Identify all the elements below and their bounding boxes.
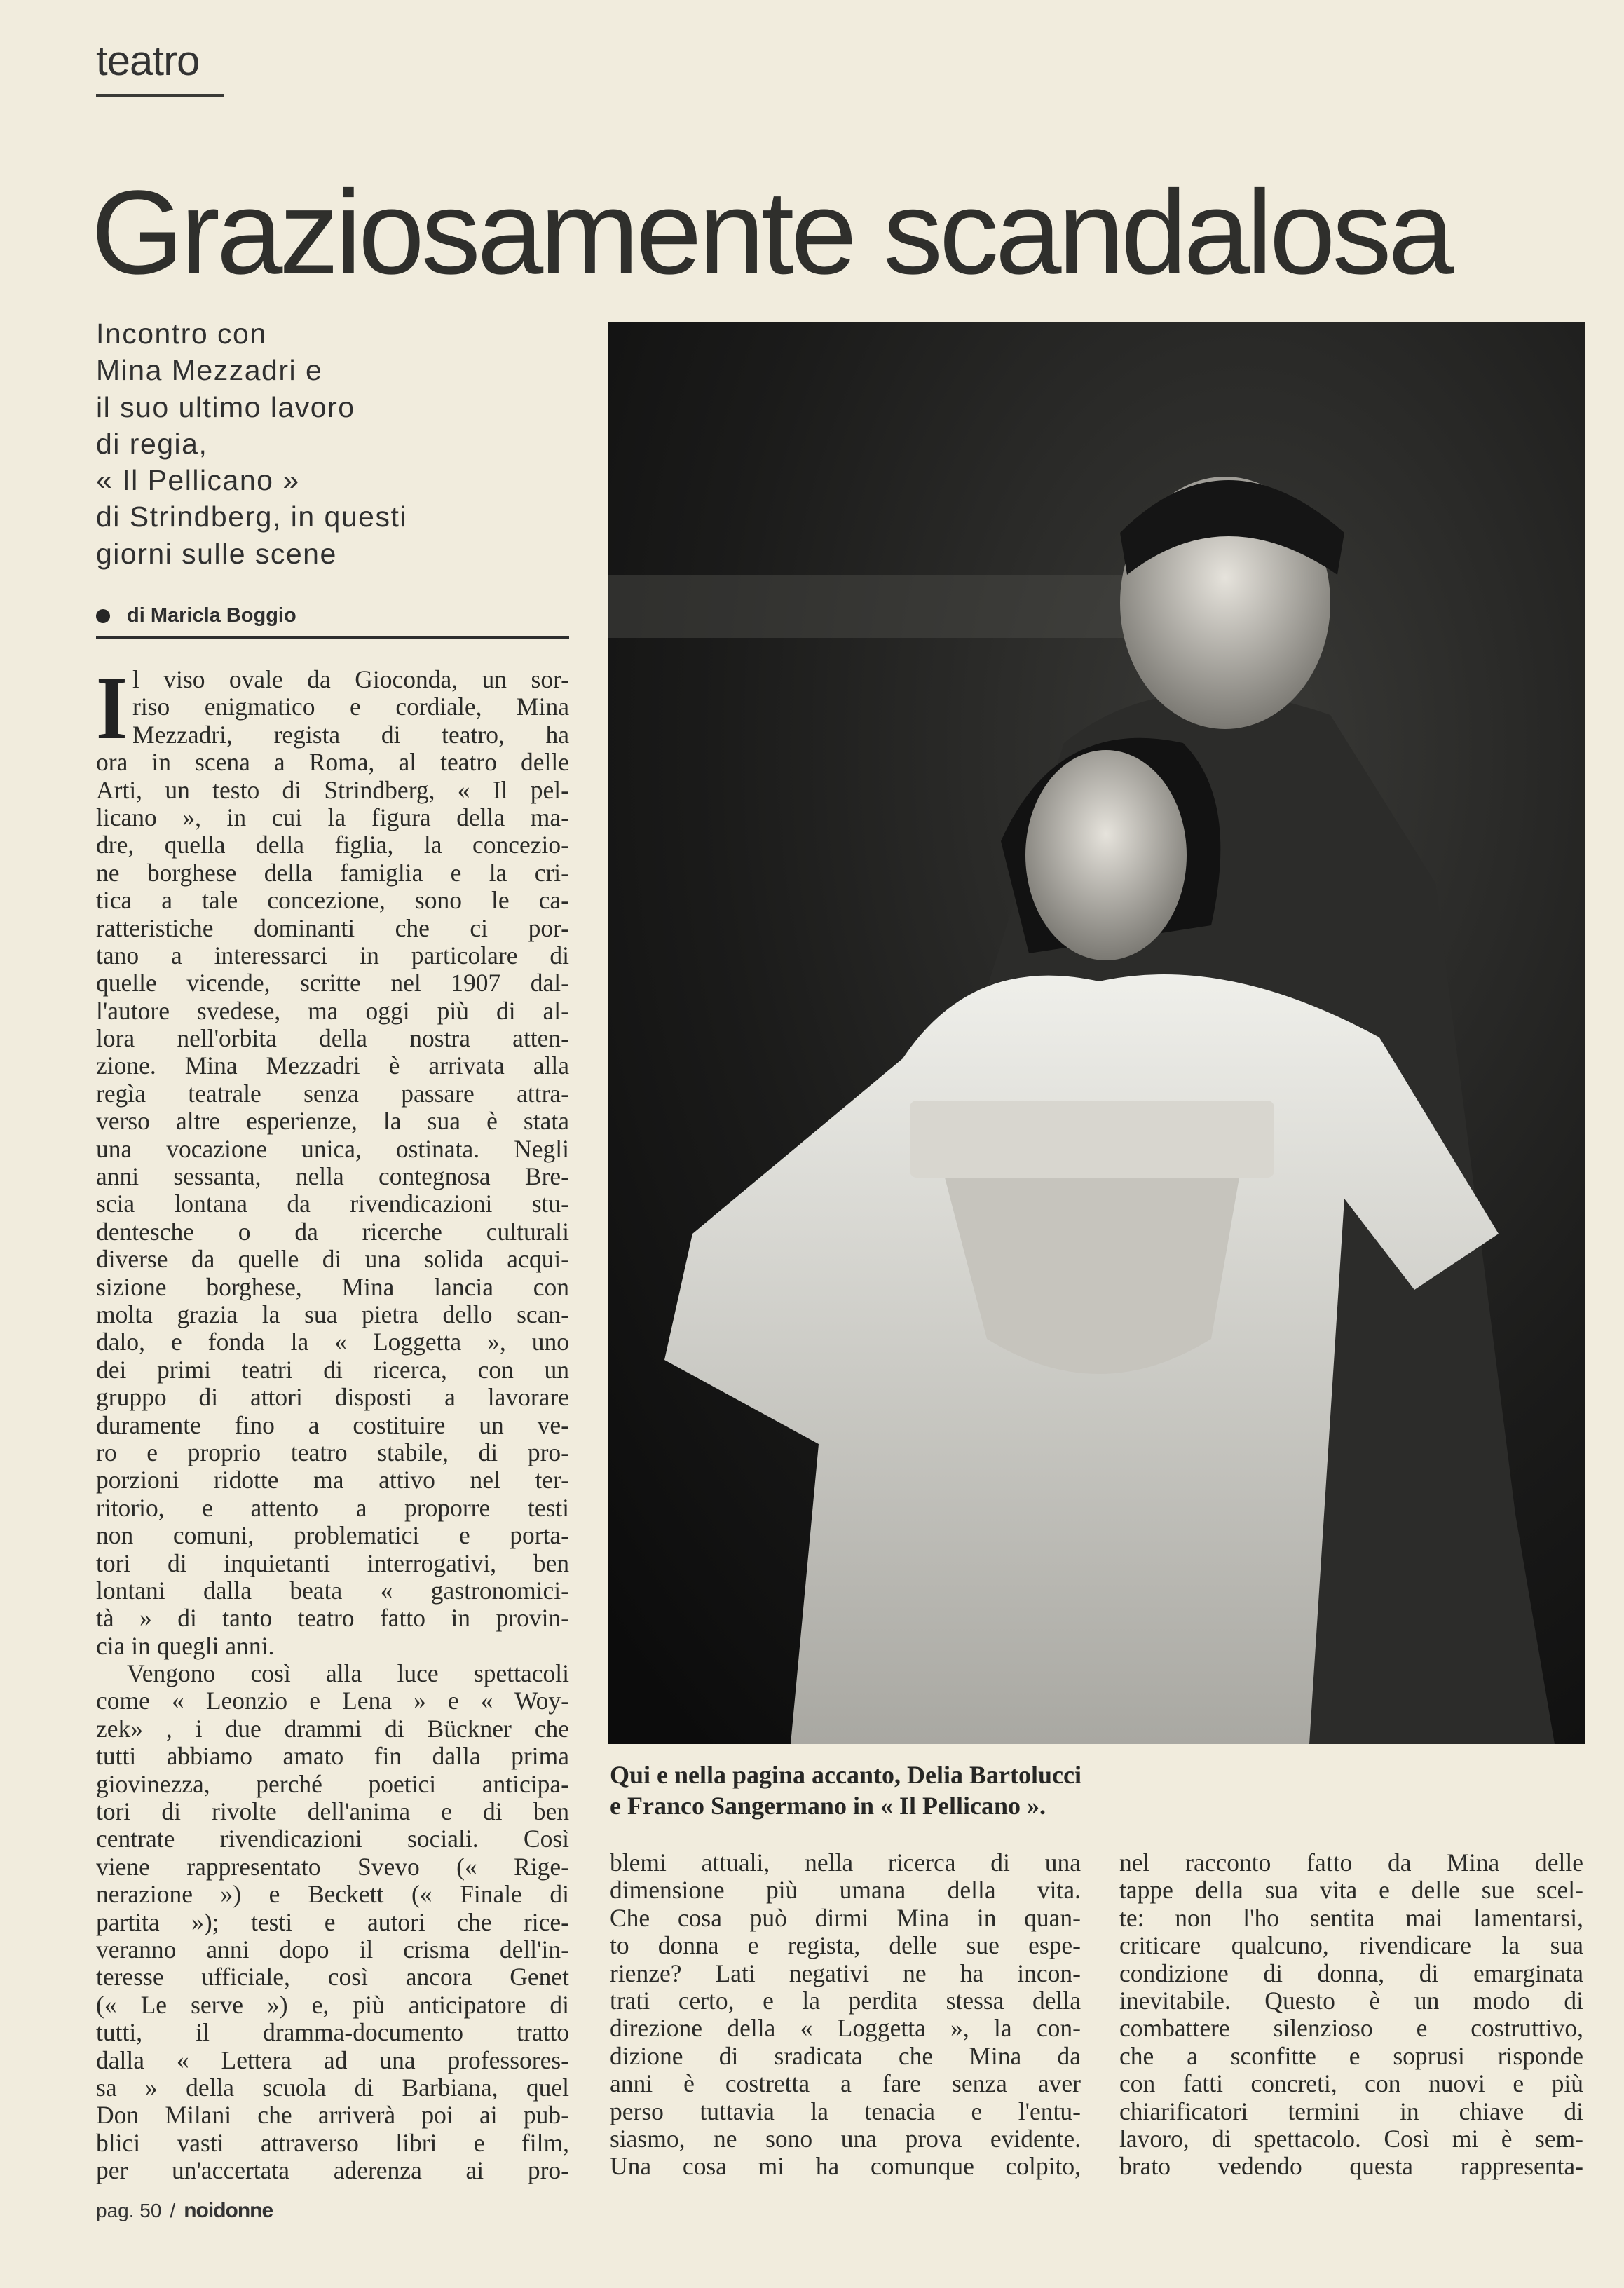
body-text-line: blici vasti attraverso libri e film, — [96, 2128, 569, 2157]
body-text-line: dalo, e fonda la « Loggetta », uno — [96, 1328, 569, 1356]
body-text-line: tano a interessarci in particolare di — [96, 941, 569, 969]
body-text-line: tappe della sua vita e delle sue scel- — [1119, 1876, 1583, 1905]
body-text-line: l viso ovale da Gioconda, un sor- — [132, 665, 569, 693]
body-text-line: lavoro, di spettacolo. Così mi è sem- — [1119, 2124, 1583, 2153]
body-text-line: anni sessanta, nella contegnosa Bre- — [96, 1162, 569, 1191]
byline-rule — [96, 636, 569, 639]
body-text-line: l'autore svedese, ma oggi più di al- — [96, 996, 569, 1025]
body-text-line: tutti, il dramma-documento tratto — [96, 2018, 569, 2047]
body-text-line: verso altre esperienze, la sua è stata — [96, 1107, 569, 1136]
body-text-line: nel racconto fatto da Mina delle — [1119, 1848, 1583, 1877]
body-column-2 — [610, 1849, 1081, 2181]
body-column-1 — [96, 658, 569, 2185]
body-text-line: viene rappresentato Svevo (« Rige- — [96, 1852, 569, 1881]
author-name: di Maricla Boggio — [127, 604, 296, 627]
subtitle-line: giorni sulle scene — [96, 537, 337, 570]
subtitle-line: di regia, — [96, 427, 208, 460]
body-text-line: te: non l'ho sentita mai lamentarsi, — [1119, 1903, 1583, 1932]
body-text-line: tutti abbiamo amato fin dalla prima — [96, 1742, 569, 1771]
body-text-line: Mezzadri, regista di teatro, ha — [132, 720, 569, 749]
body-text-line: nerazione ») e Beckett (« Finale di — [96, 1880, 569, 1909]
body-text-line: tà » di tanto teatro fatto in provin- — [96, 1604, 569, 1633]
body-text-line: regìa teatrale senza passare attra- — [96, 1079, 569, 1108]
body-text-line: (« Le serve ») e, più anticipatore di — [96, 1990, 569, 2019]
bullet-icon — [96, 609, 110, 623]
body-column-3 — [1119, 1849, 1583, 2181]
body-text-line: sizione borghese, Mina lancia con — [96, 1272, 569, 1301]
stage-photo — [608, 322, 1585, 1744]
body-text-line: riso enigmatico e cordiale, Mina — [132, 693, 569, 721]
footer-separator: / — [170, 2200, 176, 2221]
body-text-line: siasmo, ne sono una prova evidente. — [610, 2124, 1081, 2153]
body-text-line: chiarificatori termini in chiave di — [1119, 2097, 1583, 2125]
body-text-line: criticare qualcuno, rivendicare la sua — [1119, 1931, 1583, 1960]
body-text-line: Arti, un testo di Strindberg, « Il pel- — [96, 775, 569, 804]
body-text-line: dei primi teatri di ricerca, con un — [96, 1355, 569, 1384]
subtitle-line: il suo ultimo lavoro — [96, 390, 355, 423]
page-number: pag. 50 — [96, 2200, 162, 2221]
body-text-line: quelle vicende, scritte nel 1907 dal- — [96, 969, 569, 997]
body-text-line: ratteristiche dominanti che ci por- — [96, 913, 569, 942]
subtitle-line: Mina Mezzadri e — [96, 354, 323, 387]
body-text-line: blemi attuali, nella ricerca di una — [610, 1848, 1081, 1877]
body-text-line: combattere silenzioso e costruttivo, — [1119, 2014, 1583, 2043]
body-text-line: tori di rivolte dell'anima e di ben — [96, 1797, 569, 1826]
body-text-line: ora in scena a Roma, al teatro delle — [96, 748, 569, 777]
body-text-line: duramente fino a costituire un ve- — [96, 1410, 569, 1439]
photo-caption — [610, 1759, 1591, 1821]
body-text-line: inevitabile. Questo è un modo di — [1119, 1986, 1583, 2015]
body-text-line: tori di inquietanti interrogativi, ben — [96, 1548, 569, 1577]
body-text-line: trati certo, e la perdita stessa della — [610, 1986, 1081, 2015]
body-text-line: to donna e regista, delle sue espe- — [610, 1931, 1081, 1960]
body-text-line: rienze? Lati negativi ne ha incon- — [610, 1959, 1081, 1987]
body-text-line: sa » della scuola di Barbiana, quel — [96, 2073, 569, 2102]
body-text-line: porzioni ridotte ma attivo nel ter- — [96, 1466, 569, 1494]
body-text-line: dentesche o da ricerche culturali — [96, 1217, 569, 1246]
drop-cap: I — [96, 658, 128, 758]
body-text-line: veranno anni dopo il crisma dell'in- — [96, 1935, 569, 1963]
body-text-line: con fatti concreti, con nuovi e più — [1119, 2069, 1583, 2098]
body-text-line: zione. Mina Mezzadri è arrivata alla — [96, 1051, 569, 1080]
photo-image — [608, 322, 1585, 1744]
body-text-line: cia in quegli anni. — [96, 1631, 275, 1660]
magazine-name: noidonne — [184, 2199, 273, 2222]
body-text-line: lora nell'orbita della nostra atten- — [96, 1024, 569, 1053]
body-text-line: come « Leonzio e Lena » e « Woy- — [96, 1687, 569, 1715]
article-subtitle — [96, 315, 587, 572]
section-underline — [96, 94, 224, 97]
body-text-line: dizione di sradicata che Mina da — [610, 2041, 1081, 2070]
body-text-line: direzione della « Loggetta », la con- — [610, 2014, 1081, 2043]
body-text-line: Vengono così alla luce spettacoli — [127, 1659, 569, 1688]
subtitle-line: Incontro con — [96, 318, 267, 350]
section-label: teatro — [96, 37, 200, 84]
caption-line: Qui e nella pagina accanto, Delia Bartolucci — [610, 1761, 1081, 1789]
body-text-line: dimensione più umana della vita. — [610, 1876, 1081, 1905]
subtitle-line: « Il Pellicano » — [96, 464, 300, 497]
body-text-line: perso tuttavia la tenacia e l'entu- — [610, 2097, 1081, 2125]
body-text-line: ro e proprio teatro stabile, di pro- — [96, 1438, 569, 1466]
body-text-line: scia lontana da rivendicazioni stu- — [96, 1190, 569, 1218]
body-text-line: giovinezza, perché poetici anticipa- — [96, 1769, 569, 1798]
article-title: Graziosamente scandalosa — [91, 166, 1452, 299]
body-text-line: una vocazione unica, ostinata. Negli — [96, 1134, 569, 1163]
body-text-line: gruppo di attori disposti a lavorare — [96, 1383, 569, 1412]
body-text-line: molta grazia la sua pietra dello scan- — [96, 1300, 569, 1328]
body-text-line: tica a tale concezione, sono le ca- — [96, 886, 569, 915]
body-text-line: ritorio, e attento a proporre testi — [96, 1493, 569, 1522]
body-text-line: non comuni, problematici e porta- — [96, 1521, 569, 1550]
subtitle-line: di Strindberg, in questi — [96, 500, 407, 533]
byline — [96, 604, 296, 627]
body-text-line: ne borghese della famiglia e la cri- — [96, 858, 569, 887]
woman-face — [1025, 750, 1187, 960]
body-text-line: condizione di donna, di emarginata — [1119, 1959, 1583, 1987]
body-text-line: brato vedendo questa rappresenta- — [1119, 2152, 1583, 2181]
body-text-line: zek» , i due drammi di Bückner che — [96, 1714, 569, 1743]
body-text-line: anni è costretta a fare senza aver — [610, 2069, 1081, 2098]
body-text-line: lontani dalla beata « gastronomici- — [96, 1576, 569, 1605]
body-text-line: licano », in cui la figura della ma- — [96, 803, 569, 831]
body-text-line: dalla « Lettera ad una professores- — [96, 2045, 569, 2074]
body-text-line: dre, quella della figlia, la concezio- — [96, 831, 569, 859]
body-text-line: centrate rivendicazioni sociali. Così — [96, 1825, 569, 1853]
body-text-line: che a sconfitte e soprusi risponde — [1119, 2041, 1583, 2070]
body-text-line: teresse ufficiale, così ancora Genet — [96, 1963, 569, 1991]
body-text-line: per un'accertata aderenza ai pro- — [96, 2156, 569, 2185]
caption-line: e Franco Sangermano in « Il Pellicano ». — [610, 1792, 1046, 1820]
body-text-line: diverse da quelle di una solida acqui- — [96, 1245, 569, 1274]
body-text-line: partita »); testi e autori che rice- — [96, 1907, 569, 1936]
body-text-line: Don Milani che arriverà poi ai pub- — [96, 2101, 569, 2130]
page-footer — [96, 2199, 273, 2223]
body-text-line: Una cosa mi ha comunque colpito, — [610, 2152, 1081, 2181]
body-text-line: Che cosa può dirmi Mina in quan- — [610, 1903, 1081, 1932]
